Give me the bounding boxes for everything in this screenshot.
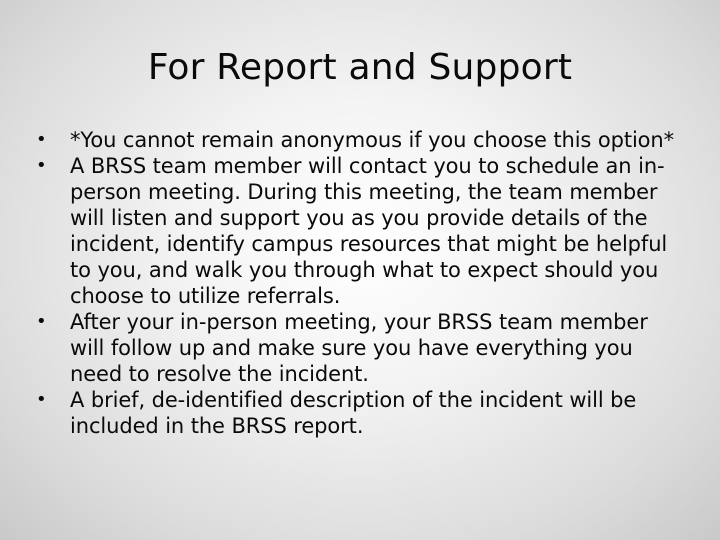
bullet-text: A BRSS team member will contact you to schedule an in-person meeting. During this meeting, the team member will listen and support you as you provide details of the incident, identify campus resources that might be helpful to you, and walk you through what to expect should you choose to utilize referrals. xyxy=(70,154,668,308)
bullet-item xyxy=(36,127,684,153)
bullet-dot-icon: • xyxy=(36,129,47,150)
bullet-item xyxy=(36,153,684,309)
bullet-list xyxy=(36,127,684,439)
slide-title: For Report and Support xyxy=(147,47,573,88)
bullet-item xyxy=(36,387,684,439)
bullet-text: A brief, de-identified description of the incident will be included in the BRSS report. xyxy=(70,388,637,438)
bullet-text: *You cannot remain anonymous if you choose this option* xyxy=(70,128,675,152)
bullet-dot-icon: • xyxy=(36,389,47,410)
bullet-text: After your in-person meeting, your BRSS team member will follow up and make sure you have everything you need to resolve the incident. xyxy=(70,310,648,386)
bullet-item xyxy=(36,309,684,387)
bullet-dot-icon: • xyxy=(36,311,47,332)
bullet-dot-icon: • xyxy=(36,155,47,176)
